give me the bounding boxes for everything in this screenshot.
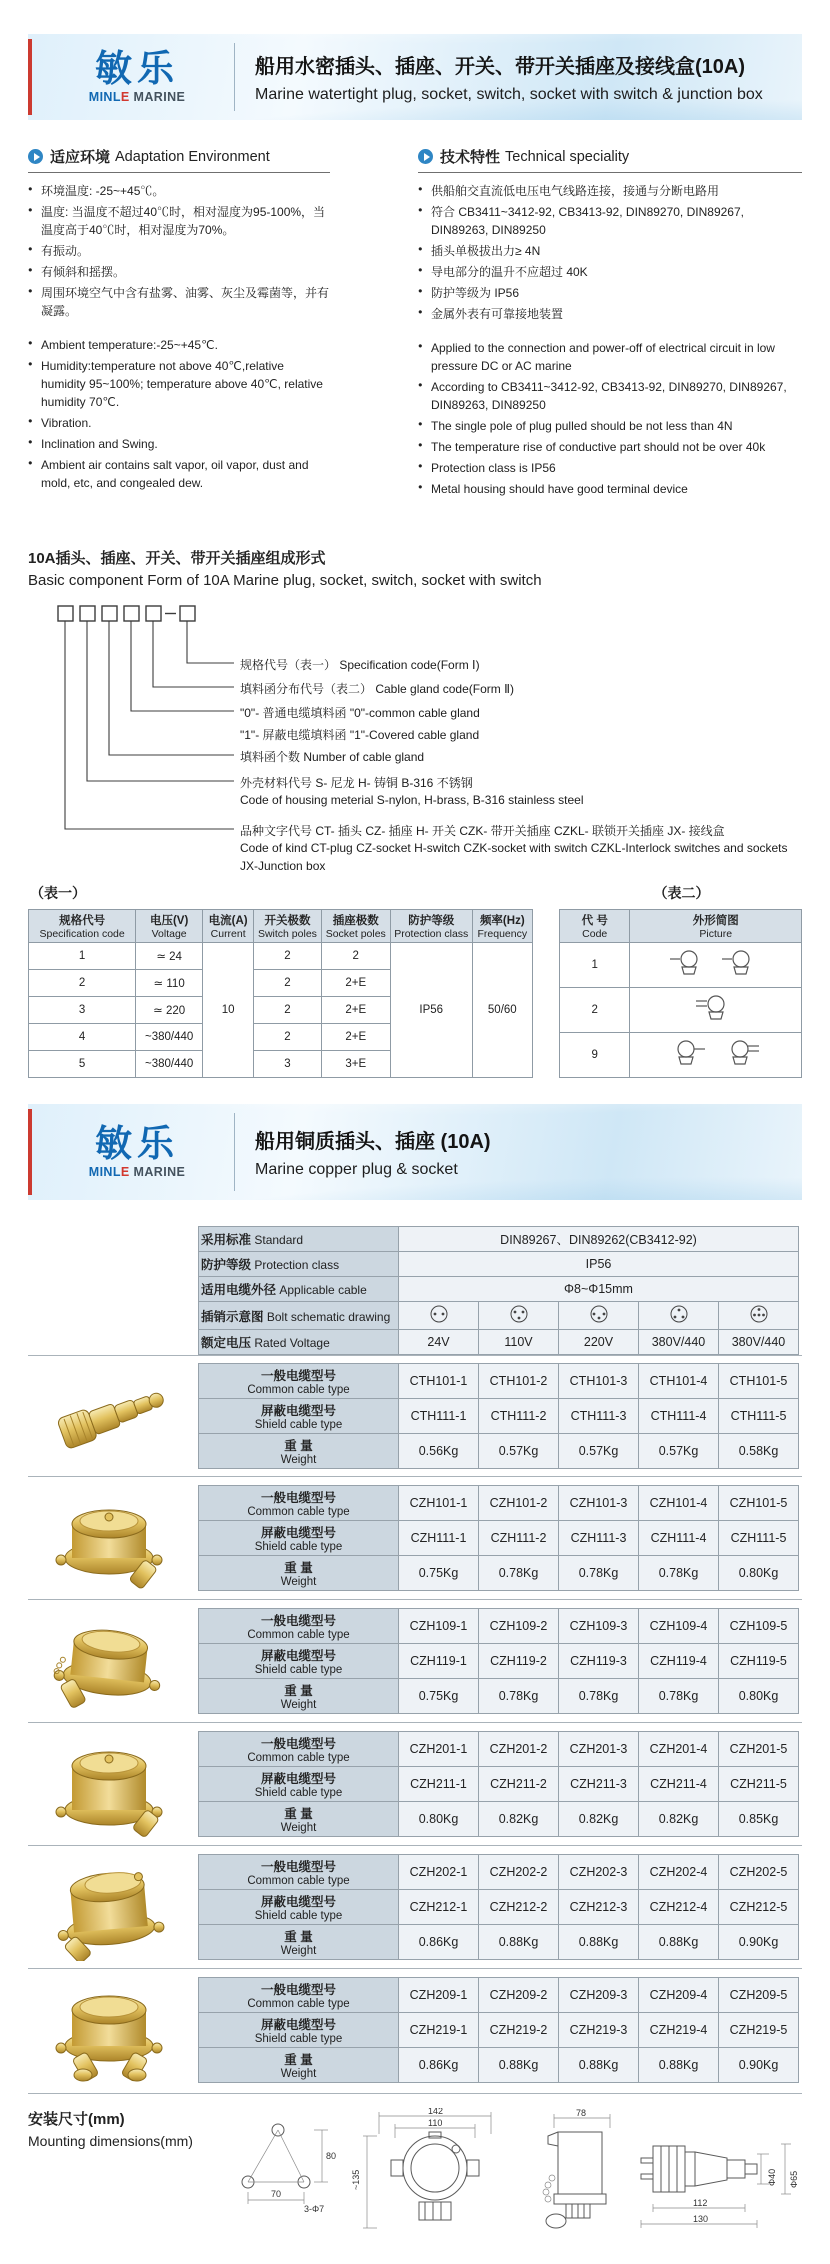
adaptation-list-en [28, 336, 330, 492]
model-cell: CZH209-4 [639, 1978, 719, 2013]
weight-cell: 0.78Kg [639, 1556, 719, 1591]
switch-poles-cell: 2 [254, 1024, 321, 1051]
socket-side-drawing [518, 2108, 633, 2238]
model-cell: CZH101-4 [639, 1486, 719, 1521]
model-cell: CZH201-2 [479, 1732, 559, 1767]
voltage-value: 380V/440 [639, 1330, 719, 1355]
weight-cell: 0.78Kg [559, 1556, 639, 1591]
adaptation-environment-section [28, 146, 330, 501]
weight-cell: 0.58Kg [719, 1434, 799, 1469]
weight-cell: 0.56Kg [399, 1434, 479, 1469]
current-cell: 10 [203, 943, 254, 1078]
weight-label: 重 量 Weight [199, 1434, 399, 1469]
col-header: 频率(Hz) Frequency [472, 910, 532, 943]
product-photo-socket-chain [28, 1607, 198, 1715]
voltage-cell: ≃ 110 [136, 970, 203, 997]
weight-cell: 0.86Kg [399, 1925, 479, 1960]
voltage-cell: ~380/440 [136, 1051, 203, 1078]
model-cell: CZH201-5 [719, 1732, 799, 1767]
spec-top-table-row [28, 1226, 802, 1355]
spec-code-cell: 4 [29, 1024, 136, 1051]
technical-item: ● Applied to the connection and power-off of electrical circuit in low pressure DC or AC marine [418, 339, 802, 375]
code-label-housing-cn: 外壳材料代号 S- 尼龙 H- 铸铜 B-316 不锈钢 [240, 776, 473, 790]
switch-poles-cell: 2 [254, 970, 321, 997]
col-header: 外形简图 Picture [630, 910, 802, 943]
col-header: 规格代号 Specification code [29, 910, 136, 943]
code-label-spec: 规格代号（表一） Specification code(Form Ⅰ) [240, 658, 480, 672]
technical-item: ● 插头单极拔出力≥ 4N [418, 242, 802, 260]
section-title-cn: 船用铜质插头、插座 (10A) [255, 1131, 491, 1153]
voltage-value: 110V [479, 1330, 559, 1355]
spec-code-cell: 3 [29, 997, 136, 1024]
voltage-value: 380V/440 [719, 1330, 799, 1355]
model-cell: CZH212-3 [559, 1890, 639, 1925]
model-cell: CTH111-4 [639, 1399, 719, 1434]
gland-picture-1 [630, 943, 802, 988]
mounting-dimensions-section [28, 2093, 802, 2238]
dim-78: 78 [576, 2108, 587, 2118]
model-cell: CZH209-2 [479, 1978, 559, 2013]
code-label-kind-cn: 品种文字代号 CT- 插头 CZ- 插座 H- 开关 CZK- 带开关插座 CZKL- 联锁开关插座 JX- 接线盒 [240, 824, 725, 838]
model-cell: CZH219-3 [559, 2013, 639, 2048]
model-cell: CTH111-5 [719, 1399, 799, 1434]
product-block-czh101 [28, 1476, 802, 1599]
code-diagram [28, 605, 802, 877]
model-cell: CZH111-2 [479, 1521, 559, 1556]
applicable-cable-label: 适用电缆外径 Applicable cable [199, 1277, 399, 1302]
model-cell: CZH101-3 [559, 1486, 639, 1521]
model-cell: CZH209-3 [559, 1978, 639, 2013]
voltage-value: 220V [559, 1330, 639, 1355]
weight-cell: 0.57Kg [479, 1434, 559, 1469]
mounting-title-en: Mounting dimensions(mm) [28, 2133, 193, 2149]
model-cell: CZH219-4 [639, 2013, 719, 2048]
bolt-pin-icon-4 [639, 1302, 719, 1330]
dim-d65: Φ65 [789, 2170, 799, 2188]
dim-112: 112 [693, 2198, 708, 2208]
weight-cell: 0.82Kg [559, 1802, 639, 1837]
model-cell: CZH212-5 [719, 1890, 799, 1925]
model-cell: CZH109-4 [639, 1609, 719, 1644]
model-cell: CZH111-5 [719, 1521, 799, 1556]
adaptation-item: ● 环境温度: -25~+45℃。 [28, 182, 330, 200]
col-header: 电压(V) Voltage [136, 910, 203, 943]
shield-cable-label: 屏蔽电缆型号 Shield cable type [199, 1644, 399, 1679]
weight-cell: 0.90Kg [719, 1925, 799, 1960]
model-cell: CTH101-1 [399, 1364, 479, 1399]
section-title-cn: 适应环境 [50, 149, 111, 166]
product-photo-plug [28, 1366, 198, 1466]
common-cable-label: 一般电缆型号 Common cable type [199, 1732, 399, 1767]
dim-80: 80 [326, 2151, 337, 2161]
bolt-pin-icon-5 [719, 1302, 799, 1330]
model-cell: CZH111-4 [639, 1521, 719, 1556]
shield-cable-label: 屏蔽电缆型号 Shield cable type [199, 1521, 399, 1556]
model-cell: CZH211-4 [639, 1767, 719, 1802]
model-cell: CZH219-2 [479, 2013, 559, 2048]
technical-item: ● 防护等级为 IP56 [418, 284, 802, 302]
shield-cable-label: 屏蔽电缆型号 Shield cable type [199, 1767, 399, 1802]
model-cell: CZH211-1 [399, 1767, 479, 1802]
dim-135: ~135 [351, 2169, 361, 2190]
code-label-gland-code: 填料函分布代号（表二） Cable gland code(Form Ⅱ) [240, 682, 514, 696]
mounting-title-cn: 安装尺寸(mm) [28, 2111, 125, 2128]
mounting-drawings [218, 2108, 830, 2238]
adaptation-list-cn [28, 182, 330, 320]
section-title-en: Technical speciality [505, 148, 630, 165]
minle-logo [62, 1125, 212, 1179]
switch-poles-cell: 3 [254, 1051, 321, 1078]
spec-top-table [198, 1226, 799, 1355]
technical-item: ● According to CB3411~3412-92, CB3413-92, DIN89270, DIN89267, DIN89263, DIN89250 [418, 378, 802, 414]
gland-picture-9 [630, 1033, 802, 1078]
socket-front-drawing [343, 2108, 518, 2238]
model-cell: CZH202-3 [559, 1855, 639, 1890]
model-cell: CZH209-5 [719, 1978, 799, 2013]
technical-speciality-section [418, 146, 802, 501]
model-cell: CTH101-5 [719, 1364, 799, 1399]
gland-picture-2 [630, 988, 802, 1033]
code-label-housing-en: Code of housing meterial S-nylon, H-brass, B-316 stainless steel [240, 793, 584, 807]
copper-spec-section [0, 1226, 830, 2238]
play-circle-icon [418, 149, 433, 164]
feature-columns [28, 146, 802, 501]
weight-cell: 0.88Kg [559, 2048, 639, 2083]
weight-label: 重 量 Weight [199, 1802, 399, 1837]
model-cell: CZH119-1 [399, 1644, 479, 1679]
dim-d40: Φ40 [767, 2168, 777, 2186]
product-photo-socket-tall [28, 1730, 198, 1838]
voltage-cell: ≃ 24 [136, 943, 203, 970]
model-cell: CZH202-4 [639, 1855, 719, 1890]
col-header: 代 号 Code [559, 910, 630, 943]
photo-column-spacer [28, 1226, 198, 1355]
logo-cn-text: 敏乐 [95, 1123, 179, 1164]
model-cell: CTH111-1 [399, 1399, 479, 1434]
adaptation-item: ● 有倾斜和摇摆。 [28, 263, 330, 281]
technical-list-en [418, 339, 802, 498]
banner-title-block [255, 1125, 491, 1179]
shield-cable-label: 屏蔽电缆型号 Shield cable type [199, 1890, 399, 1925]
code-label-kind-en: Code of kind CT-plug CZ-socket H-switch CZK-socket with switch CZKL-Interlock switches and sockets [240, 841, 788, 855]
model-cell: CZH201-4 [639, 1732, 719, 1767]
col-header: 电流(A) Current [203, 910, 254, 943]
code-label-kind-en2: JX-Junction box [240, 859, 326, 873]
product-table [198, 1608, 799, 1714]
banner-divider [234, 43, 235, 111]
product-table [198, 1977, 799, 2083]
common-cable-label: 一般电缆型号 Common cable type [199, 1855, 399, 1890]
component-form-title-en: Basic component Form of 10A Marine plug, socket, switch, socket with switch [28, 572, 542, 589]
form2-block [559, 883, 802, 1078]
model-cell: CZH212-4 [639, 1890, 719, 1925]
spec-code-cell: 1 [29, 943, 136, 970]
weight-cell: 0.78Kg [479, 1556, 559, 1591]
dim-110: 110 [428, 2118, 443, 2128]
product-table [198, 1731, 799, 1837]
weight-cell: 0.80Kg [719, 1556, 799, 1591]
model-cell: CZH109-5 [719, 1609, 799, 1644]
page-title-en: Marine watertight plug, socket, switch, socket with switch & junction box [255, 86, 763, 103]
weight-cell: 0.75Kg [399, 1679, 479, 1714]
section-title-cn: 技术特性 [440, 149, 501, 166]
standard-label: 采用标准 Standard [199, 1227, 399, 1252]
form1-block [28, 883, 533, 1078]
product-photo-socket-lid [28, 1853, 198, 1961]
model-cell: CZH101-5 [719, 1486, 799, 1521]
product-table [198, 1854, 799, 1960]
header-banner-1 [28, 34, 802, 120]
weight-label: 重 量 Weight [199, 1925, 399, 1960]
dim-142: 142 [428, 2108, 444, 2116]
component-form-title-cn: 10A插头、插座、开关、带开关插座组成形式 [28, 550, 326, 567]
bolt-pin-icon-1 [399, 1302, 479, 1330]
form2-caption: （表二） [653, 885, 710, 901]
protection-label: 防护等级 Protection class [199, 1252, 399, 1277]
model-cell: CZH109-3 [559, 1609, 639, 1644]
adaptation-item: ● Ambient air contains salt vapor, oil vapor, dust and mold, etc, and congealed dew. [28, 456, 330, 492]
logo-cn-text: 敏乐 [95, 48, 179, 89]
model-cell: CZH202-2 [479, 1855, 559, 1890]
model-cell: CZH119-4 [639, 1644, 719, 1679]
code-label-gland1: "1"- 屏蔽电缆填料函 "1"-Covered cable gland [240, 728, 480, 742]
switch-poles-cell: 2 [254, 943, 321, 970]
weight-cell: 0.80Kg [719, 1679, 799, 1714]
rated-voltage-label: 额定电压 Rated Voltage [199, 1330, 399, 1355]
socket-poles-cell: 2+E [321, 970, 390, 997]
model-cell: CZH111-3 [559, 1521, 639, 1556]
weight-cell: 0.88Kg [479, 2048, 559, 2083]
adaptation-item: ● Vibration. [28, 414, 330, 432]
dim-holes: 3-Φ7 [304, 2204, 325, 2214]
weight-cell: 0.90Kg [719, 2048, 799, 2083]
logo-sub-text: MINLE MARINE [88, 90, 186, 104]
weight-cell: 0.75Kg [399, 1556, 479, 1591]
product-table [198, 1485, 799, 1591]
protection-cell: IP56 [390, 943, 472, 1078]
bolt-pin-icon-2 [479, 1302, 559, 1330]
hole-layout-drawing [218, 2108, 343, 2223]
model-cell: CZH101-2 [479, 1486, 559, 1521]
dim-130: 130 [693, 2214, 709, 2224]
form1-table [28, 909, 533, 1078]
bolt-schematic-label: 插销示意图 Bolt schematic drawing [199, 1302, 399, 1330]
model-cell: CZH219-1 [399, 2013, 479, 2048]
spec-code-cell: 5 [29, 1051, 136, 1078]
banner-divider [234, 1113, 235, 1191]
model-cell: CTH101-3 [559, 1364, 639, 1399]
model-cell: CZH212-1 [399, 1890, 479, 1925]
model-cell: CTH111-2 [479, 1399, 559, 1434]
plug-side-drawing [633, 2108, 828, 2238]
model-cell: CZH119-5 [719, 1644, 799, 1679]
model-cell: CZH209-1 [399, 1978, 479, 2013]
common-cable-label: 一般电缆型号 Common cable type [199, 1486, 399, 1521]
gland-code-cell: 9 [559, 1033, 630, 1078]
model-cell: CZH111-1 [399, 1521, 479, 1556]
socket-poles-cell: 2+E [321, 997, 390, 1024]
code-label-gland-num: 填料函个数 Number of cable gland [240, 750, 425, 764]
model-cell: CZH211-3 [559, 1767, 639, 1802]
gland-schematic-icon [656, 991, 776, 1025]
technical-item: ● Metal housing should have good terminal device [418, 480, 802, 498]
weight-cell: 0.85Kg [719, 1802, 799, 1837]
adaptation-item: ● Ambient temperature:-25~+45℃. [28, 336, 330, 354]
weight-cell: 0.57Kg [639, 1434, 719, 1469]
play-circle-icon [28, 149, 43, 164]
model-cell: CZH201-1 [399, 1732, 479, 1767]
model-cell: CZH109-1 [399, 1609, 479, 1644]
weight-cell: 0.82Kg [479, 1802, 559, 1837]
model-cell: CZH219-5 [719, 2013, 799, 2048]
shield-cable-label: 屏蔽电缆型号 Shield cable type [199, 2013, 399, 2048]
header-banner-2 [28, 1104, 802, 1200]
product-block-czh209 [28, 1968, 802, 2091]
voltage-cell: ≃ 220 [136, 997, 203, 1024]
weight-cell: 0.80Kg [399, 1802, 479, 1837]
section-title-en: Marine copper plug & socket [255, 1161, 458, 1178]
weight-cell: 0.78Kg [559, 1679, 639, 1714]
frequency-cell: 50/60 [472, 943, 532, 1078]
model-cell: CZH212-2 [479, 1890, 559, 1925]
minle-logo [62, 50, 212, 104]
weight-cell: 0.86Kg [399, 2048, 479, 2083]
common-cable-label: 一般电缆型号 Common cable type [199, 1609, 399, 1644]
logo-sub-text: MINLE MARINE [88, 1165, 186, 1179]
weight-cell: 0.88Kg [479, 1925, 559, 1960]
col-header: 防护等级 Protection class [390, 910, 472, 943]
gland-code-cell: 2 [559, 988, 630, 1033]
weight-cell: 0.88Kg [639, 1925, 719, 1960]
socket-poles-cell: 2+E [321, 1024, 390, 1051]
page-title-cn: 船用水密插头、插座、开关、带开关插座及接线盒(10A) [255, 56, 746, 78]
model-cell: CZH202-1 [399, 1855, 479, 1890]
form-tables [28, 883, 802, 1078]
product-block-czh109 [28, 1599, 802, 1722]
weight-label: 重 量 Weight [199, 2048, 399, 2083]
gland-schematic-icon [656, 946, 776, 980]
product-photo-socket [28, 1484, 198, 1592]
model-cell: CTH111-3 [559, 1399, 639, 1434]
protection-value: IP56 [399, 1252, 799, 1277]
bottom-margin [0, 2238, 830, 2264]
technical-header [418, 146, 802, 173]
model-cell: CZH101-1 [399, 1486, 479, 1521]
weight-cell: 0.57Kg [559, 1434, 639, 1469]
model-cell: CTH101-2 [479, 1364, 559, 1399]
voltage-value: 24V [399, 1330, 479, 1355]
form2-table [559, 909, 802, 1078]
technical-item: ● 金属外表有可靠接地装置 [418, 305, 802, 323]
dim-70: 70 [271, 2189, 282, 2199]
model-cell: CZH119-3 [559, 1644, 639, 1679]
weight-label: 重 量 Weight [199, 1556, 399, 1591]
gland-code-cell: 1 [559, 943, 630, 988]
code-label-gland0: "0"- 普通电缆填料函 "0"-common cable gland [240, 706, 480, 720]
socket-poles-cell: 2 [321, 943, 390, 970]
weight-cell: 0.78Kg [639, 1679, 719, 1714]
product-block-cth101 [28, 1355, 802, 1476]
technical-item: ● The single pole of plug pulled should be not less than 4N [418, 417, 802, 435]
voltage-cell: ~380/440 [136, 1024, 203, 1051]
spec-code-cell: 2 [29, 970, 136, 997]
model-cell: CZH202-5 [719, 1855, 799, 1890]
weight-cell: 0.88Kg [559, 1925, 639, 1960]
red-stripe [28, 39, 32, 115]
model-cell: CZH211-2 [479, 1767, 559, 1802]
bolt-pin-icon-3 [559, 1302, 639, 1330]
model-cell: CZH119-2 [479, 1644, 559, 1679]
technical-item: ● The temperature rise of conductive part should not be over 40k [418, 438, 802, 456]
gland-schematic-icon [656, 1036, 776, 1070]
common-cable-label: 一般电缆型号 Common cable type [199, 1364, 399, 1399]
col-header: 插座极数 Socket poles [321, 910, 390, 943]
common-cable-label: 一般电缆型号 Common cable type [199, 1978, 399, 2013]
adaptation-item: ● Inclination and Swing. [28, 435, 330, 453]
adaptation-item: ● Humidity:temperature not above 40℃,relative humidity 95~100%; temperature above 40℃, relative humidity 70℃. [28, 357, 330, 411]
weight-cell: 0.78Kg [479, 1679, 559, 1714]
switch-poles-cell: 2 [254, 997, 321, 1024]
mounting-title [28, 2108, 218, 2149]
adaptation-item: ● 有振动。 [28, 242, 330, 260]
model-cell: CZH211-5 [719, 1767, 799, 1802]
red-stripe [28, 1109, 32, 1195]
technical-item: ● 供船舶交直流低电压电气线路连接，接通与分断电路用 [418, 182, 802, 200]
model-cell: CZH109-2 [479, 1609, 559, 1644]
technical-item: ● Protection class is IP56 [418, 459, 802, 477]
technical-item: ● 符合 CB3411~3412-92, CB3413-92, DIN89270, DIN89267, DIN89263, DIN89250 [418, 203, 802, 239]
shield-cable-label: 屏蔽电缆型号 Shield cable type [199, 1399, 399, 1434]
adaptation-header [28, 146, 330, 173]
product-block-czh201 [28, 1722, 802, 1845]
adaptation-item: ● 温度: 当温度不超过40℃时，相对湿度为95-100%，当温度高于40℃时，相对湿度为70%。 [28, 203, 330, 239]
section-title-en: Adaptation Environment [115, 148, 270, 165]
banner-title-block [255, 50, 763, 104]
model-cell: CTH101-4 [639, 1364, 719, 1399]
model-cell: CZH201-3 [559, 1732, 639, 1767]
product-table [198, 1363, 799, 1469]
component-form-section [28, 547, 802, 877]
technical-item: ● 导电部分的温升不应超过 40K [418, 263, 802, 281]
technical-list-cn [418, 182, 802, 323]
product-block-czh202 [28, 1845, 802, 1968]
standard-value: DIN89267、DIN89262(CB3412-92) [399, 1227, 799, 1252]
weight-cell: 0.82Kg [639, 1802, 719, 1837]
applicable-cable-value: Φ8~Φ15mm [399, 1277, 799, 1302]
adaptation-item: ● 周围环境空气中含有盐雾、油雾、灰尘及霉菌等，并有凝露。 [28, 284, 330, 320]
socket-poles-cell: 3+E [321, 1051, 390, 1078]
col-header: 开关极数 Switch poles [254, 910, 321, 943]
weight-label: 重 量 Weight [199, 1679, 399, 1714]
weight-cell: 0.88Kg [639, 2048, 719, 2083]
product-photo-socket-two-glands [28, 1976, 198, 2084]
form1-caption: （表一） [30, 885, 86, 901]
